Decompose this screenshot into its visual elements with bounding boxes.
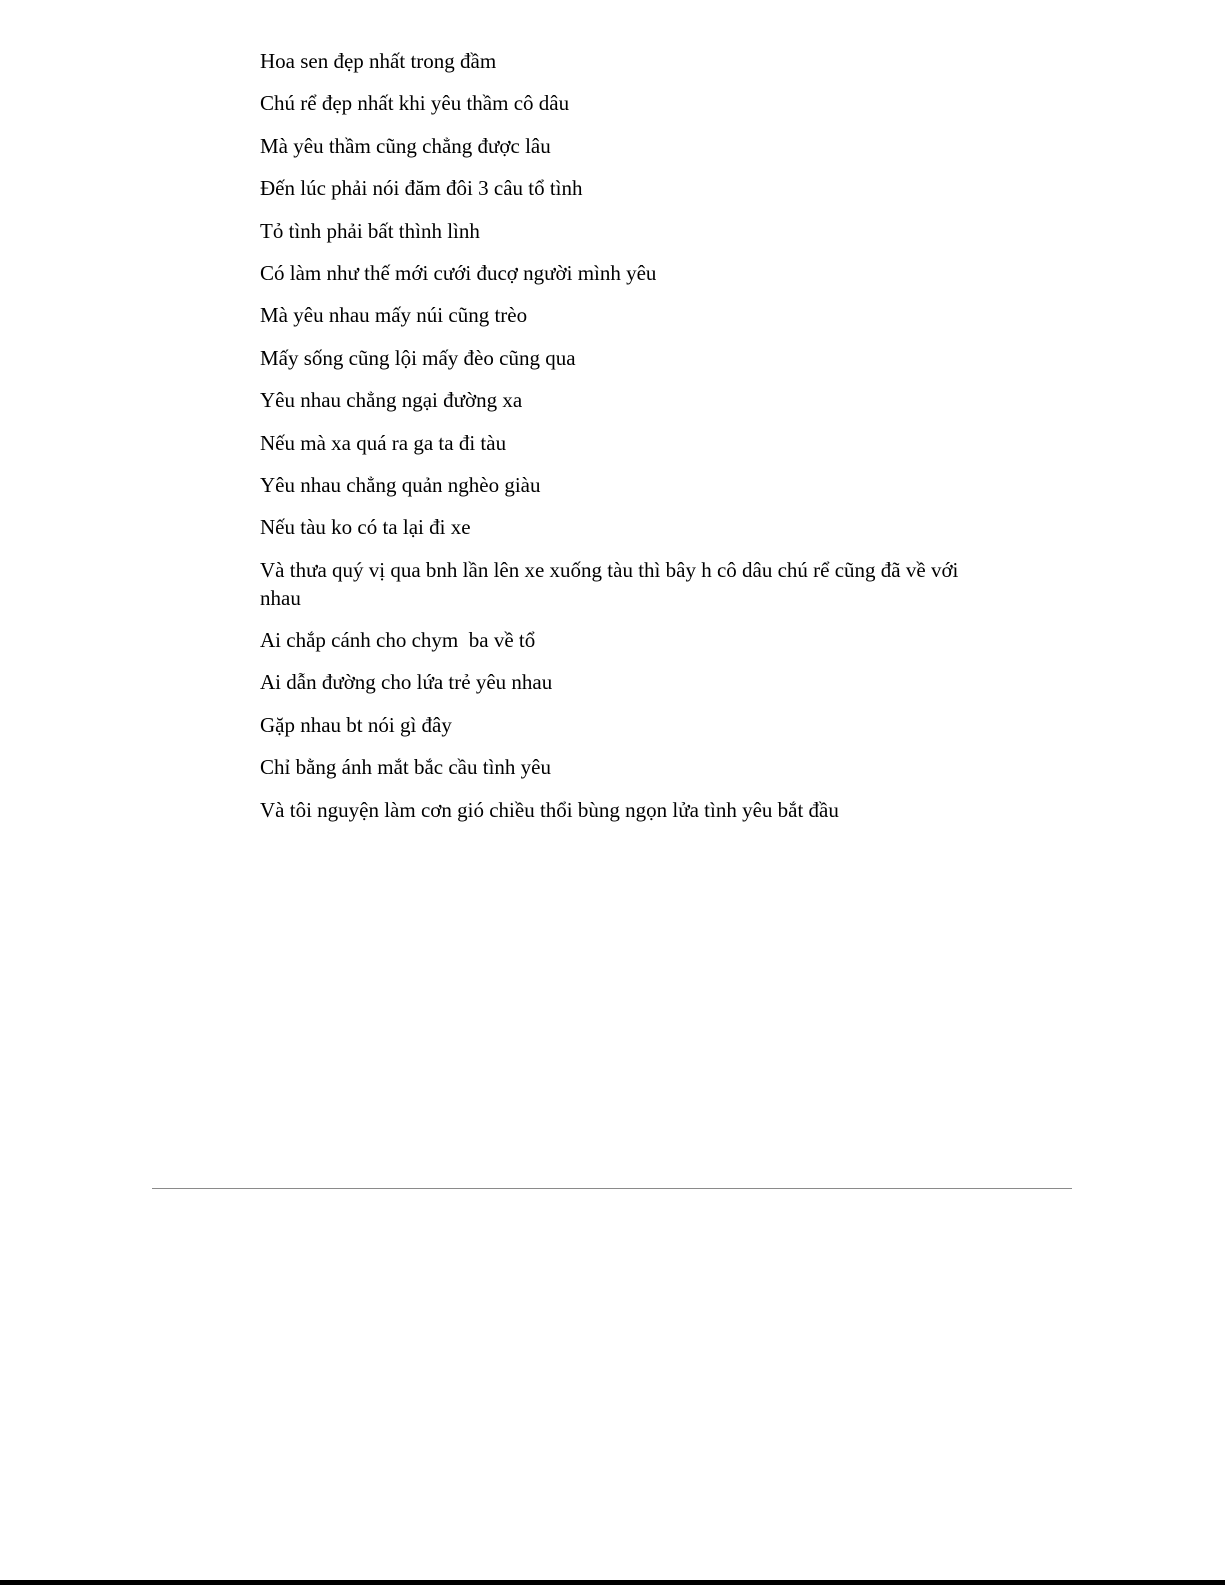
text-line: Mà yêu thầm cũng chẳng được lâu	[260, 133, 551, 158]
text-line: Mấy sống cũng lội mấy đèo cũng qua	[260, 345, 576, 370]
text-line: Mà yêu nhau mấy núi cũng trèo	[260, 303, 528, 328]
text-line: Ai chắp cánh cho chym ba về tổ	[260, 628, 536, 653]
text-line: Đến lúc phải nói đăm đôi 3 câu tổ tình	[260, 176, 583, 201]
text-line: Và tôi nguyện làm cơn gió chiều thổi bùng ngọn lửa tình yêu bắt đầu	[260, 797, 839, 822]
text-line: Chú rể đẹp nhất khi yêu thầm cô dâu	[260, 91, 570, 116]
text-line: Nếu mà xa quá ra ga ta đi tàu	[260, 430, 507, 455]
text-line: Gặp nhau bt nói gì đây	[260, 712, 452, 737]
text-line: Và thưa quý vị qua bnh lần lên xe xuống tàu thì bây h cô dâu chú rể cũng đã về với nhau	[260, 557, 964, 610]
poem-body	[260, 47, 970, 838]
bottom-edge-bar	[0, 1580, 1225, 1585]
text-line: Yêu nhau chẳng ngại đường xa	[260, 388, 523, 413]
text-line: Chỉ bằng ánh mắt bắc cầu tình yêu	[260, 755, 551, 780]
text-line: Ai dẫn đường cho lứa trẻ yêu nhau	[260, 670, 553, 695]
text-line: Hoa sen đẹp nhất trong đầm	[260, 49, 497, 73]
text-line: Tỏ tình phải bất thình lình	[260, 218, 480, 243]
text-line: Có làm như thế mới cưới đucợ người mình yêu	[260, 260, 657, 285]
text-line: Yêu nhau chẳng quản nghèo giàu	[260, 472, 541, 497]
page-divider	[152, 1188, 1072, 1189]
text-line: Nếu tàu ko có ta lại đi xe	[260, 515, 471, 540]
